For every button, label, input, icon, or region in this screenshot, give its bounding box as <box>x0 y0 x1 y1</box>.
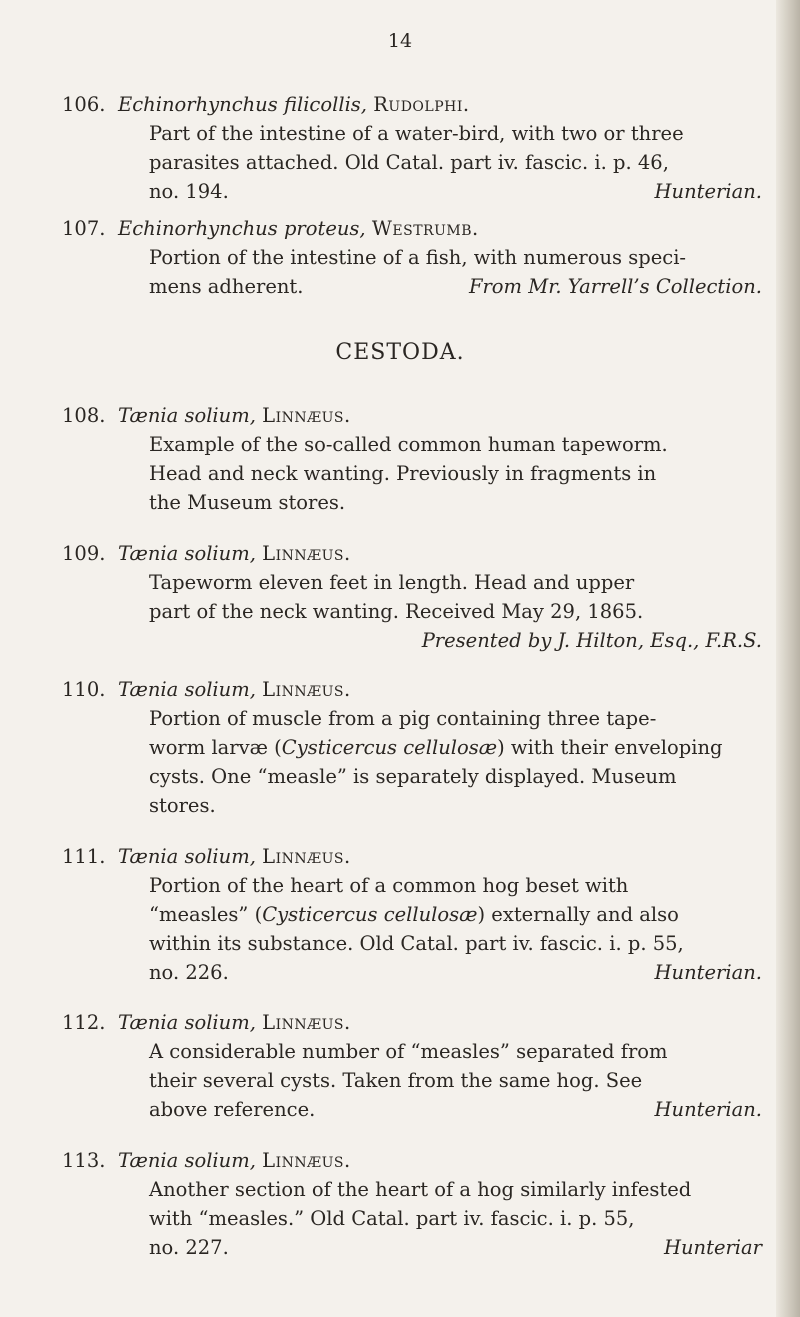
catalogue-entry-111 <box>62 842 762 987</box>
entry-line: A considerable number of “measles” separated from <box>149 1040 668 1063</box>
catalogue-entry-107 <box>62 214 762 301</box>
entry-line <box>62 958 762 987</box>
entry-heading <box>62 539 762 568</box>
species-name: Echinorhynchus proteus, <box>118 217 366 240</box>
section-title: CESTODA. <box>335 340 465 365</box>
catalogue-entry-112 <box>62 1008 762 1124</box>
entry-source: Hunterian. <box>654 180 762 203</box>
species-name: Echinorhynchus filicollis, <box>118 93 368 116</box>
entry-line-text: mens adherent. <box>149 275 304 298</box>
entry-line <box>62 272 762 301</box>
entry-heading <box>62 1008 762 1037</box>
entry-line-text: ) externally and also <box>477 903 679 926</box>
entry-line-text: worm larvæ ( <box>149 736 282 759</box>
entry-line: Part of the intestine of a water-bird, with two or three <box>149 122 684 145</box>
entry-line <box>62 900 762 929</box>
entry-line: the Museum stores. <box>149 491 346 514</box>
entry-source: Hunteriar <box>663 1236 762 1259</box>
entry-line: part of the neck wanting. Received May 29, 1865. <box>149 600 644 623</box>
entry-line <box>62 733 762 762</box>
species-name: Tænia solium, <box>118 845 256 868</box>
entry-line-text: no. 226. <box>149 961 229 984</box>
species-name: Cysticercus cellulosæ <box>281 736 498 759</box>
entry-line: within its substance. Old Catal. part iv. fascic. i. p. 55, <box>149 932 684 955</box>
species-author: Linnæus. <box>262 1149 351 1172</box>
species-author: Rudolphi. <box>373 93 470 116</box>
entry-line <box>62 1233 762 1262</box>
entry-number: 106. <box>62 93 106 116</box>
catalogue-entry-108 <box>62 401 762 517</box>
catalogue-entry-106 <box>62 90 762 206</box>
entry-source: Hunterian. <box>654 961 762 984</box>
entry-line <box>62 177 762 206</box>
entry-number: 111. <box>62 845 106 868</box>
entry-line: Portion of muscle from a pig containing three tape- <box>149 707 657 730</box>
entry-number: 110. <box>62 678 106 701</box>
entry-source: Presented by J. Hilton, Esq., F.R.S. <box>421 629 762 652</box>
catalogue-entry-110 <box>62 675 762 820</box>
entry-source: From Mr. Yarrell’s Collection. <box>468 275 762 298</box>
entry-heading <box>62 842 762 871</box>
entry-line: parasites attached. Old Catal. part iv. fascic. i. p. 46, <box>149 151 669 174</box>
species-name: Cysticercus cellulosæ <box>262 903 478 926</box>
entry-heading <box>62 401 762 430</box>
entry-line-text: above reference. <box>149 1098 316 1121</box>
catalogue-entry-109 <box>62 539 762 655</box>
species-author: Linnæus. <box>262 542 351 565</box>
entry-line: their several cysts. Taken from the same hog. See <box>149 1069 643 1092</box>
entry-heading <box>62 214 762 243</box>
entry-heading <box>62 675 762 704</box>
page-number: 14 <box>387 30 413 52</box>
species-author: Westrumb. <box>371 217 479 240</box>
entry-line: Portion of the heart of a common hog beset with <box>149 874 629 897</box>
entry-number: 113. <box>62 1149 106 1172</box>
entry-line: Example of the so-called common human tapeworm. <box>149 433 668 456</box>
entry-line: with “measles.” Old Catal. part iv. fascic. i. p. 55, <box>149 1207 635 1230</box>
species-name: Tænia solium, <box>118 404 256 427</box>
entry-line: stores. <box>149 794 216 817</box>
species-name: Tænia solium, <box>118 542 256 565</box>
page-edge <box>776 0 800 1317</box>
species-author: Linnæus. <box>262 845 351 868</box>
species-name: Tænia solium, <box>118 1149 256 1172</box>
species-author: Linnæus. <box>262 404 351 427</box>
entry-line: cysts. One “measle” is separately displayed. Museum <box>149 765 677 788</box>
species-name: Tænia solium, <box>118 678 256 701</box>
entry-line <box>62 1095 762 1124</box>
entry-number: 107. <box>62 217 106 240</box>
entry-number: 108. <box>62 404 106 427</box>
species-author: Linnæus. <box>262 1011 351 1034</box>
entry-line-text: ) with their enveloping <box>497 736 723 759</box>
species-author: Linnæus. <box>262 678 351 701</box>
entry-line: Portion of the intestine of a fish, with numerous speci- <box>149 246 687 269</box>
entry-number: 109. <box>62 542 106 565</box>
entry-heading <box>62 90 762 119</box>
catalogue-entry-113 <box>62 1146 762 1262</box>
entry-number: 112. <box>62 1011 106 1034</box>
species-name: Tænia solium, <box>118 1011 256 1034</box>
entry-source: Hunterian. <box>654 1098 762 1121</box>
entry-line: Another section of the heart of a hog similarly infested <box>149 1178 692 1201</box>
entry-line-text: no. 227. <box>149 1236 229 1259</box>
entry-line-text: “measles” ( <box>149 903 263 926</box>
entry-heading <box>62 1146 762 1175</box>
entry-line: Tapeworm eleven feet in length. Head and upper <box>149 571 635 594</box>
entry-line-text: no. 194. <box>149 180 229 203</box>
entry-line: Head and neck wanting. Previously in fragments in <box>149 462 657 485</box>
